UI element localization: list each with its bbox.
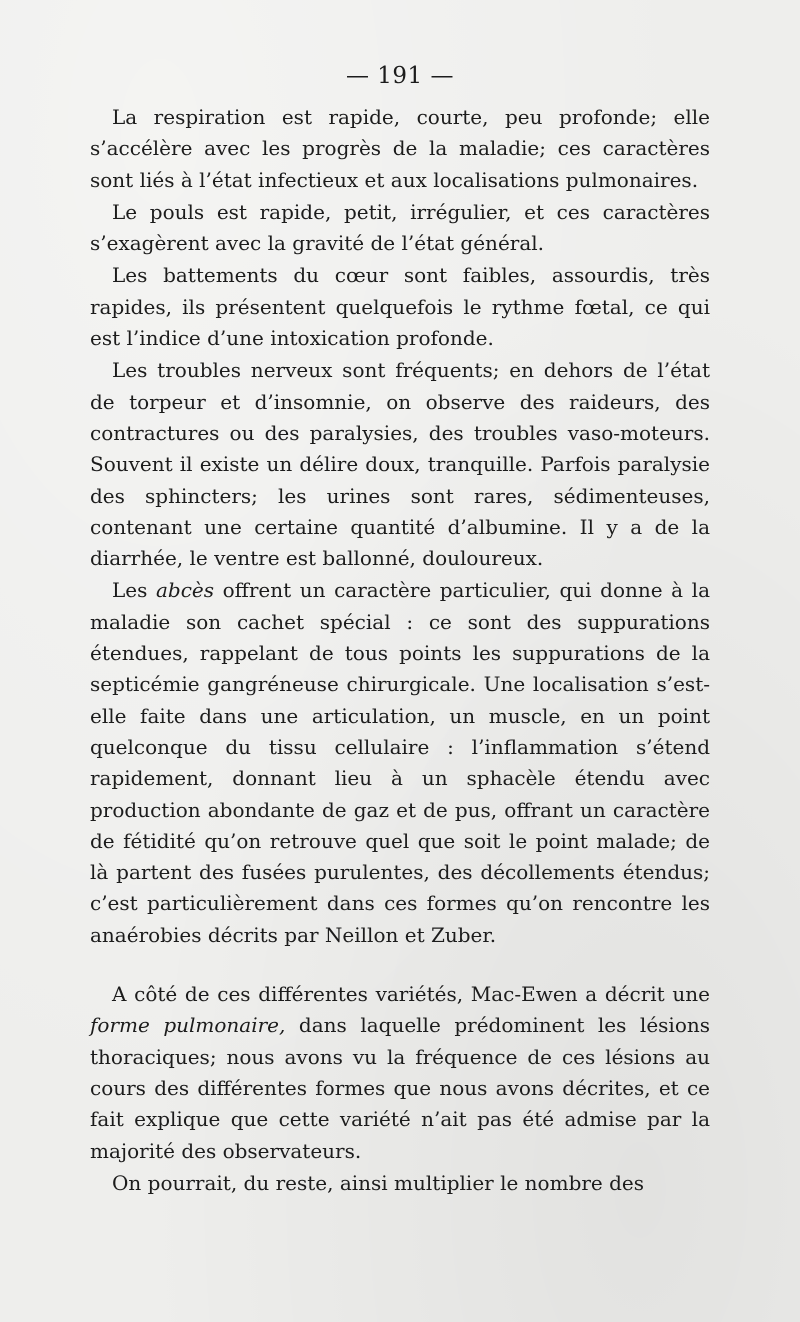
paragraph-troubles-nerveux [90,355,710,574]
paragraph-pouls [90,197,710,260]
paragraph-text: Les battements du cœur sont faibles, assourdis, très rapides, ils présentent quelquefois le rythme fœtal, ce qui est l’indice d’une intoxication profonde. [90,263,710,351]
paragraph-text: A côté de ces différentes variétés, Mac-Ewen a décrit une [112,982,710,1007]
paragraph-text: On pourrait, du reste, ainsi multiplier le nombre des [112,1170,645,1195]
italic-term-forme-pulmonaire: forme pulmonaire, [90,1013,286,1038]
paragraph-text: Le pouls est rapide, petit, irrégulier, et ces caractères s’exagèrent avec la gravité de l’état général. [90,199,710,256]
paragraph-text: La respiration est rapide, courte, peu profonde; elle s’accélère avec les progrès de la maladie; ces caractères sont liés à l’état infectieux et aux localisations pulmonaires. [90,105,710,192]
body-text [90,102,710,1199]
paragraph-continuation [90,1168,710,1199]
paragraph-battements [90,260,710,354]
paragraph-respiration [90,102,710,196]
italic-term-abces: abcès [155,578,214,603]
paragraph-text: Les troubles nerveux sont fréquents; en dehors de l’état de torpeur et d’insomnie, on observe des raideurs, des contractures ou des paralysies, des troubles vaso-moteurs. Souvent il existe un délire doux, tranquille. Parfois paralysie des sphincters; les urines sont rares, sédimenteuses, contenant une certaine quantité d’albumine. Il y a de la diarrhée, le ventre est ballonné, douloureux. [90,358,710,571]
paragraph-text: offrent un caractère particulier, qui donne à la maladie son cachet spécial : ce sont des suppurations étendues, rappelant de tous points les suppurations de la septicémie gangréneuse chirurgicale. Une localisation s’est-elle faite dans une articulation, un muscle, en un point quelconque du tissu cellulaire : l’inflammation s’étend rapidement, donnant lieu à un sphacèle étendu avec production abondante de gaz et de pus, offrant un caractère de fétidité qu’on retrouve quel que soit le point malade; de là partent des fusées purulentes, des décollements étendus; c’est particulièrement dans ces formes qu’on rencontre les anaérobies décrits par Neillon et Zuber. [90,578,710,947]
paragraph-text: Les [112,578,156,603]
paragraph-abces [90,575,710,951]
paragraph-forme-pulmonaire [90,979,710,1167]
page-number: — 191 — [345,63,455,89]
paragraph-text: dans laquelle prédominent les lésions thoraciques; nous avons vu la fréquence de ces lésions au cours des différentes formes que nous avons décrites, et ce fait explique que cette variété n’ait pas été admise par la majorité des observateurs. [90,1013,711,1163]
